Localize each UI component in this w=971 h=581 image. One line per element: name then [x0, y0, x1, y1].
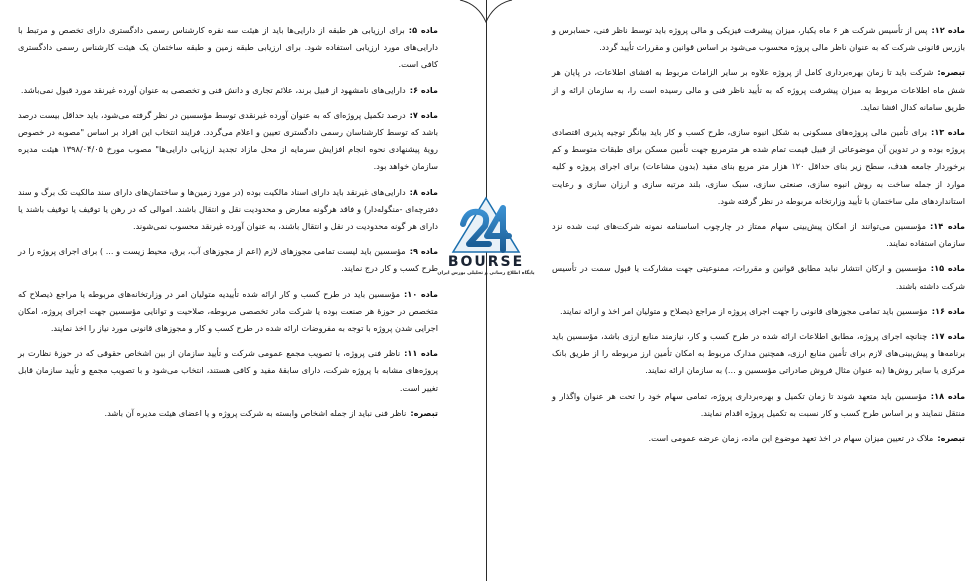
- article-text: برای تأمین مالی پروژه‌های مسکونی به شکل انبوه سازی، طرح کسب و کار باید بیانگر توجیه پذیری اقتصادی پروژه بوده و در تدوین آن موضوعاتی از قبیل قیمت تمام شده هر مترمربع جهت تأمین مسکن برای طبقات متوسط و کم برخوردار جامعه هدف، سطح زیر بنای حداقل ۱۲۰ هزار متر مربع بنای مفید (بدون مشاعات) برای اجرای پروژه و کلیه موارد از جمله ساخت به روش انبوه سازی، صنعتی سازی، سبک سازی، بلند مرتبه سازی و ارزان سازی و رعایت استانداردهای ملی ساختمان با تأیید وزارتخانه مربوطه در نظر گرفته شود.: [552, 127, 966, 206]
- note-article-12: [552, 64, 965, 116]
- article-14: [552, 218, 965, 252]
- article-label: تبصره:: [410, 407, 438, 418]
- article-5: [18, 22, 438, 74]
- article-text: مؤسسین باید متعهد شوند تا زمان تکمیل و بهره‌برداری پروژه، تمامی سهام خود را تحت هر عنوان واگذار و منتقل ننمایند و بر اساس طرح کسب و کار نسبت به تکمیل پروژه اقدام نمایند.: [552, 390, 965, 418]
- divider-top-curve: [458, 0, 514, 24]
- article-13: [552, 124, 965, 210]
- article-11: [18, 345, 438, 397]
- article-label: ماده ۷:: [409, 109, 439, 120]
- article-18: [552, 388, 965, 422]
- article-text: ملاک در تعیین میزان سهام در اخذ تعهد موضوع این ماده، زمان عرضه عمومی است.: [648, 433, 934, 444]
- article-text: دارایی‌های غیرنقد باید دارای اسناد مالکیت بوده (در مورد زمین‌ها و ساختمان‌های دارای سند مالکیت تک برگ و سند دفترچه‌ای -منگوله‌دار) و فاقد هرگونه معارض و محدودیت نقل و انتقال باشند. اموالی که در رهن یا توقیف یا توقیف باشند یا دارای هر گونه محدودیت در نقل و انتقال باشند، به عنوان آورده غیرنقد محسوب نمی‌شوند.: [18, 186, 438, 232]
- article-text: مؤسسین باید در طرح کسب و کار ارائه شده تأییدیه متولیان امر در وزارتخانه‌های مربوطه یا مراجع ذیصلاح که متخصص در حوزهٔ هر صنعت بوده یا شرکت مادر تخصصی مربوطه، صلاحیت و توانایی مؤسسین جهت اجرای پروژه، امکان اجرایی شدن پروژه با توجه به مفروضات ارائه شده در طرح کسب و کار و مجوزهای قانونی مورد نیاز را اخذ نمایند.: [18, 288, 438, 334]
- article-text: مؤسسین می‌توانند از امکان پیش‌بینی سهام ممتاز در چارچوب اساسنامه نمونه شرکت‌های ثبت شده نزد سازمان استفاده نمایند.: [552, 221, 965, 249]
- article-text: چنانچه اجرای پروژه، مطابق اطلاعات ارائه شده در طرح کسب و کار، نیازمند منابع ارزی باشد، مؤسسین باید برنامه‌ها و پیش‌بینی‌های لازم برای تأمین منابع ارزی، همچنین مدارک مربوط به امکان تأمین ارز مربوطه را از طریق بانک مرکزی یا سایر روش‌ها (به عنوان مثال فروش صادراتی مؤسسین و ...) به سازمان ارائه نمایند.: [552, 331, 965, 376]
- article-label: ماده ۶:: [409, 84, 438, 95]
- article-text: مؤسسین باید تمامی مجوزهای قانونی را جهت اجرای پروژه از مراجع ذیصلاح و متولیان امر اخذ و ارائه نمایند.: [559, 305, 928, 316]
- article-label: تبصره:: [937, 433, 965, 444]
- article-text: درصد تکمیل پروژه‌ای که به عنوان آورده غیرنقدی توسط مؤسسین در نظر گرفته می‌شود، باید حداقل بیست درصد باشد که توسط کارشناسان رسمی دادگستری تعیین و اعلام می‌گردد. فرایند انتخاب این افراد بر اساس "مصوبه در خصوص رویهٔ پیشنهادی نحوه انجام افزایش سرمایه از محل مازاد تجدید ارزیابی دارایی‌ها" مصوب مورخ ۱۳۹۸/۰۴/۰۵ هیئت مدیره سازمان خواهد بود.: [18, 109, 438, 172]
- article-8: [18, 184, 438, 236]
- logo-wordmark: BOURSE: [447, 254, 525, 270]
- article-text: برای ارزیابی هر طبقه از دارایی‌ها باید از هیئت سه نفره کارشناس رسمی دادگستری دارای تخصص و مرتبط با دارایی‌های مورد ارزیابی استفاده شود. برای ارزیابی طبقه زمین و طبقه ساختمان یک هیئت کارشناس رسمی دادگستری کافی است.: [18, 25, 438, 70]
- article-12: [552, 22, 965, 56]
- right-column: [552, 0, 965, 581]
- article-label: ماده ۱۵:: [930, 263, 965, 274]
- article-17: [552, 328, 965, 380]
- article-text: دارایی‌های نامشهود از قبیل برند، علائم تجاری و دانش فنی و تخصصی به عنوان آورده غیرنقد مورد قبول نمی‌باشد.: [20, 84, 406, 95]
- article-label: ماده ۱۰:: [403, 288, 438, 299]
- article-15: [552, 260, 965, 294]
- article-label: ماده ۱۷:: [931, 331, 965, 342]
- article-label: ماده ۱۱:: [404, 348, 438, 359]
- note-article-18: [552, 430, 965, 447]
- note-article-11: [18, 405, 438, 422]
- article-text: مؤسسین و ارکان انتشار نباید مطابق قوانین و مقررات، ممنوعیتی جهت مشارکت یا قبول سمت در تأسیس شرکت داشته باشند.: [552, 263, 965, 291]
- logo-24-mark-icon: [451, 196, 521, 254]
- article-label: ماده ۸:: [409, 186, 438, 197]
- article-text: شرکت باید تا زمان بهره‌برداری کامل از پروژه علاوه بر سایر الزامات مربوط به افشای اطلاعات، در پایان هر شش ماه اطلاعات مربوط به میزان پیشرفت پروژه که به تأیید ناظر فنی و مالی رسیده است را، به سازمان ارائه و از طریق سامانه کدال افشا نماید.: [552, 67, 965, 112]
- article-7: [18, 107, 438, 176]
- left-column: [18, 0, 438, 581]
- article-label: تبصره:: [937, 67, 965, 78]
- article-label: ماده ۱۶:: [931, 305, 965, 316]
- logo-subtitle: پایگاه اطلاع رسانی و تحلیلی بورس ایران: [437, 271, 535, 276]
- article-label: ماده ۱۸:: [930, 390, 966, 401]
- article-label: ماده ۱۲:: [931, 25, 965, 35]
- article-label: ماده ۱۴:: [929, 221, 966, 232]
- article-text: مؤسسین باید لیست تمامی مجوزهای لازم (اعم از مجوزهای آب، برق، محیط زیست و ... ) برای اجرای پروژه را در طرح کسب و کار درج نمایند.: [18, 246, 438, 274]
- article-text: پس از تأسیس شرکت هر ۶ ماه یکبار، میزان پیشرفت فیزیکی و مالی پروژه باید توسط ناظر فنی، حسابرس و بازرس قانونی شرکت که به عنوان ناظر مالی پروژه محسوب می‌شود بر اساس قوانین و مقررات تأیید گردد.: [552, 25, 965, 53]
- article-label: ماده ۵:: [408, 25, 438, 35]
- column-divider: [486, 0, 487, 581]
- article-text: ناظر فنی پروژه، با تصویب مجمع عمومی شرکت و تأیید سازمان از بین اشخاص حقوقی که در حوزهٔ نظارت بر پروژه‌های مشابه با پروژه شرکت، دارای سابقهٔ مفید و کافی هستند، انتخاب می‌شود و با تصویب مجمع و تأیید سازمان قابل تغییر است.: [18, 348, 438, 393]
- article-6: [18, 82, 438, 99]
- article-10: [18, 286, 438, 338]
- bourse24-logo: [432, 196, 540, 288]
- article-text: ناظر فنی نباید از جمله اشخاص وابسته به شرکت پروژه و یا اعضای هیئت مدیره آن باشد.: [104, 407, 407, 418]
- article-label: ماده ۹:: [409, 246, 439, 257]
- article-label: ماده ۱۳:: [931, 127, 965, 138]
- article-9: [18, 243, 438, 277]
- article-16: [552, 303, 965, 320]
